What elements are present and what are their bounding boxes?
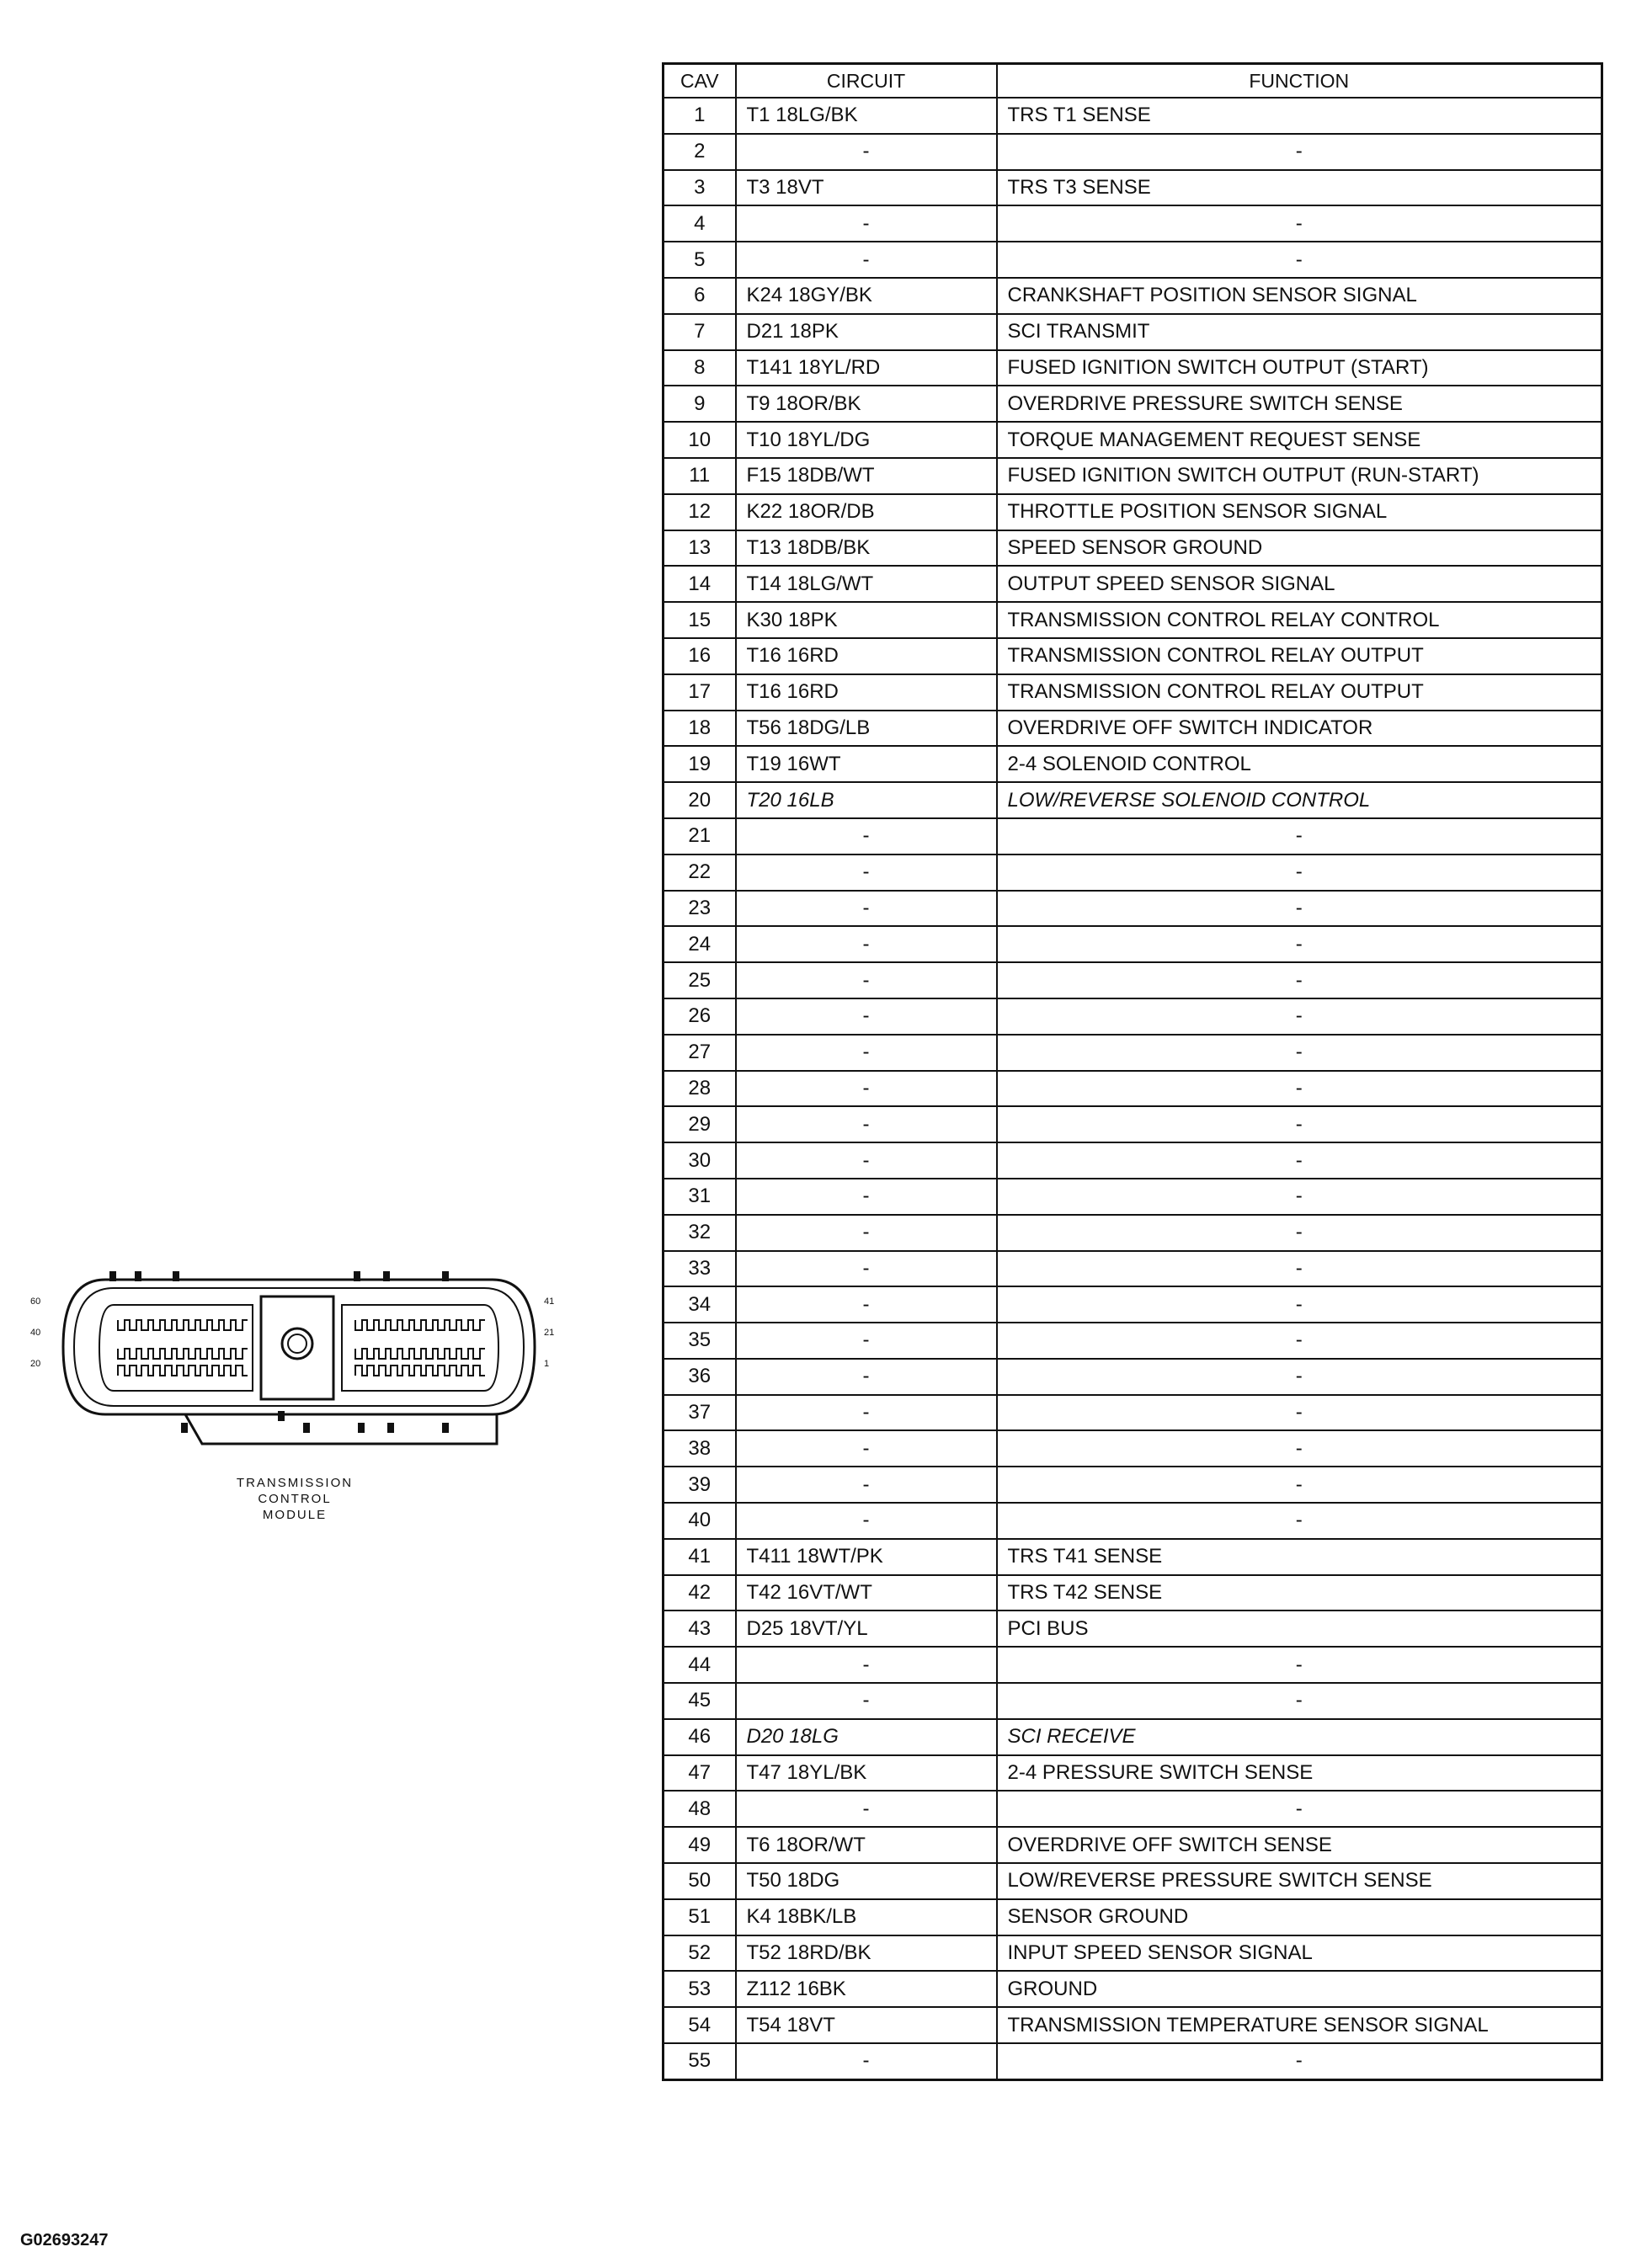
cav-cell: 54 xyxy=(664,2007,736,2043)
function-cell: - xyxy=(997,998,1602,1035)
function-cell: - xyxy=(997,1179,1602,1215)
function-cell: - xyxy=(997,1286,1602,1323)
table-row xyxy=(664,962,1602,998)
cav-cell: 23 xyxy=(664,891,736,927)
cav-cell: 12 xyxy=(664,494,736,530)
table-row xyxy=(664,602,1602,638)
cav-cell: 26 xyxy=(664,998,736,1035)
connector-tab xyxy=(442,1423,449,1433)
cav-cell: 13 xyxy=(664,530,736,567)
circuit-cell: T9 18OR/BK xyxy=(736,386,997,422)
cav-cell: 48 xyxy=(664,1791,736,1827)
cav-cell: 15 xyxy=(664,602,736,638)
connector-tab xyxy=(383,1271,390,1281)
circuit-cell: - xyxy=(736,1035,997,1071)
cav-cell: 30 xyxy=(664,1142,736,1179)
connector-tab xyxy=(387,1423,394,1433)
connector-pinout-table xyxy=(662,62,1603,2081)
table-row xyxy=(664,98,1602,134)
cav-cell: 10 xyxy=(664,422,736,458)
table-row xyxy=(664,2043,1602,2079)
connector-tab xyxy=(358,1423,365,1433)
function-cell: LOW/REVERSE PRESSURE SWITCH SENSE xyxy=(997,1863,1602,1899)
circuit-cell: T47 18YL/BK xyxy=(736,1755,997,1792)
circuit-cell: - xyxy=(736,1323,997,1359)
cav-cell: 51 xyxy=(664,1899,736,1935)
function-cell: OUTPUT SPEED SENSOR SIGNAL xyxy=(997,566,1602,602)
function-cell: - xyxy=(997,1323,1602,1359)
pin-row xyxy=(118,1366,248,1376)
table-row xyxy=(664,350,1602,386)
table-row xyxy=(664,314,1602,350)
table-row xyxy=(664,746,1602,782)
table-row xyxy=(664,458,1602,494)
circuit-cell: - xyxy=(736,1359,997,1395)
table-row xyxy=(664,1359,1602,1395)
function-cell: FUSED IGNITION SWITCH OUTPUT (RUN-START) xyxy=(997,458,1602,494)
function-cell: SPEED SENSOR GROUND xyxy=(997,530,1602,567)
circuit-cell: T16 16RD xyxy=(736,638,997,674)
table-row xyxy=(664,1683,1602,1719)
cav-cell: 19 xyxy=(664,746,736,782)
connector-tab xyxy=(181,1423,188,1433)
caption-line-3: MODULE xyxy=(262,1508,328,1522)
function-cell: - xyxy=(997,1467,1602,1503)
circuit-cell: - xyxy=(736,1395,997,1431)
circuit-cell: - xyxy=(736,242,997,278)
circuit-cell: K22 18OR/DB xyxy=(736,494,997,530)
function-cell: - xyxy=(997,1035,1602,1071)
circuit-cell: - xyxy=(736,818,997,854)
function-cell: - xyxy=(997,854,1602,891)
function-cell: TRS T42 SENSE xyxy=(997,1575,1602,1611)
pin-label-20: 20 xyxy=(30,1359,41,1369)
table-row xyxy=(664,134,1602,170)
table-row xyxy=(664,278,1602,314)
circuit-cell: - xyxy=(736,998,997,1035)
function-cell: TRS T3 SENSE xyxy=(997,170,1602,206)
connector-tab xyxy=(442,1271,449,1281)
function-cell: - xyxy=(997,1251,1602,1287)
table-row xyxy=(664,1755,1602,1792)
table-row xyxy=(664,1395,1602,1431)
function-cell: LOW/REVERSE SOLENOID CONTROL xyxy=(997,782,1602,818)
function-cell: TRS T41 SENSE xyxy=(997,1539,1602,1575)
table-row xyxy=(664,926,1602,962)
cav-cell: 20 xyxy=(664,782,736,818)
function-cell: SCI RECEIVE xyxy=(997,1719,1602,1755)
table-row xyxy=(664,1286,1602,1323)
table-row xyxy=(664,674,1602,711)
cav-cell: 11 xyxy=(664,458,736,494)
table-row xyxy=(664,1575,1602,1611)
circuit-cell: - xyxy=(736,1647,997,1683)
circuit-cell: T1 18LG/BK xyxy=(736,98,997,134)
circuit-cell: T52 18RD/BK xyxy=(736,1935,997,1972)
table-header xyxy=(664,64,1602,98)
table-row xyxy=(664,1035,1602,1071)
function-cell: FUSED IGNITION SWITCH OUTPUT (START) xyxy=(997,350,1602,386)
function-cell: 2-4 PRESSURE SWITCH SENSE xyxy=(997,1755,1602,1792)
cav-cell: 29 xyxy=(664,1106,736,1142)
cav-cell: 38 xyxy=(664,1430,736,1467)
table-row xyxy=(664,1142,1602,1179)
cav-cell: 25 xyxy=(664,962,736,998)
function-cell: - xyxy=(997,134,1602,170)
circuit-cell: - xyxy=(736,1179,997,1215)
circuit-cell: T16 16RD xyxy=(736,674,997,711)
pin-row xyxy=(355,1320,485,1330)
table-body xyxy=(664,98,1602,2079)
cav-cell: 40 xyxy=(664,1503,736,1539)
cav-cell: 22 xyxy=(664,854,736,891)
connector-tab xyxy=(354,1271,360,1281)
circuit-cell: D20 18LG xyxy=(736,1719,997,1755)
circuit-cell: - xyxy=(736,1215,997,1251)
circuit-cell: T20 16LB xyxy=(736,782,997,818)
table-row xyxy=(664,638,1602,674)
cav-cell: 21 xyxy=(664,818,736,854)
function-cell: TRS T1 SENSE xyxy=(997,98,1602,134)
function-cell: SENSOR GROUND xyxy=(997,1899,1602,1935)
circuit-cell: F15 18DB/WT xyxy=(736,458,997,494)
cav-cell: 28 xyxy=(664,1071,736,1107)
cav-cell: 5 xyxy=(664,242,736,278)
function-cell: - xyxy=(997,1647,1602,1683)
table-row xyxy=(664,2007,1602,2043)
cav-cell: 50 xyxy=(664,1863,736,1899)
circuit-cell: T10 18YL/DG xyxy=(736,422,997,458)
circuit-cell: - xyxy=(736,1106,997,1142)
function-cell: - xyxy=(997,1503,1602,1539)
table-row xyxy=(664,566,1602,602)
function-cell: TRANSMISSION CONTROL RELAY OUTPUT xyxy=(997,674,1602,711)
circuit-cell: T13 18DB/BK xyxy=(736,530,997,567)
table-row xyxy=(664,422,1602,458)
circuit-cell: T3 18VT xyxy=(736,170,997,206)
function-cell: - xyxy=(997,1215,1602,1251)
circuit-cell: K30 18PK xyxy=(736,602,997,638)
table-row xyxy=(664,386,1602,422)
circuit-cell: - xyxy=(736,1251,997,1287)
function-cell: - xyxy=(997,891,1602,927)
function-cell: - xyxy=(997,2043,1602,2079)
cav-cell: 31 xyxy=(664,1179,736,1215)
table-row xyxy=(664,854,1602,891)
circuit-cell: - xyxy=(736,1142,997,1179)
cav-cell: 42 xyxy=(664,1575,736,1611)
function-cell: GROUND xyxy=(997,1971,1602,2007)
cav-cell: 37 xyxy=(664,1395,736,1431)
cav-cell: 4 xyxy=(664,205,736,242)
function-cell: - xyxy=(997,1430,1602,1467)
cav-cell: 52 xyxy=(664,1935,736,1972)
function-cell: THROTTLE POSITION SENSOR SIGNAL xyxy=(997,494,1602,530)
circuit-cell: - xyxy=(736,1286,997,1323)
cav-cell: 3 xyxy=(664,170,736,206)
pin-label-60: 60 xyxy=(30,1296,41,1307)
circuit-cell: - xyxy=(736,134,997,170)
cav-cell: 39 xyxy=(664,1467,736,1503)
connector-tab xyxy=(135,1271,141,1281)
cav-cell: 18 xyxy=(664,711,736,747)
circuit-cell: D25 18VT/YL xyxy=(736,1610,997,1647)
table-row xyxy=(664,1215,1602,1251)
function-cell: OVERDRIVE PRESSURE SWITCH SENSE xyxy=(997,386,1602,422)
function-cell: PCI BUS xyxy=(997,1610,1602,1647)
circuit-cell: - xyxy=(736,1503,997,1539)
pin-row xyxy=(355,1366,485,1376)
header-circuit: CIRCUIT xyxy=(736,64,997,98)
table-row xyxy=(664,1539,1602,1575)
connector-drawing xyxy=(25,1254,564,1456)
function-cell: - xyxy=(997,242,1602,278)
table-row xyxy=(664,205,1602,242)
pin-row xyxy=(118,1320,248,1330)
function-cell: - xyxy=(997,205,1602,242)
cav-cell: 47 xyxy=(664,1755,736,1792)
pin-row xyxy=(118,1349,248,1359)
figure-id: G02693247 xyxy=(20,2231,109,2249)
table-row xyxy=(664,711,1602,747)
circuit-cell: K24 18GY/BK xyxy=(736,278,997,314)
circuit-cell: T50 18DG xyxy=(736,1863,997,1899)
function-cell: TRANSMISSION CONTROL RELAY CONTROL xyxy=(997,602,1602,638)
table-row xyxy=(664,1791,1602,1827)
circuit-cell: T411 18WT/PK xyxy=(736,1539,997,1575)
function-cell: - xyxy=(997,1106,1602,1142)
table-row xyxy=(664,1863,1602,1899)
connector-tab xyxy=(303,1423,310,1433)
cav-cell: 27 xyxy=(664,1035,736,1071)
function-cell: - xyxy=(997,818,1602,854)
table-row xyxy=(664,998,1602,1035)
cav-cell: 44 xyxy=(664,1647,736,1683)
function-cell: - xyxy=(997,1142,1602,1179)
pin-label-41: 41 xyxy=(544,1296,555,1307)
circuit-cell: - xyxy=(736,1791,997,1827)
circuit-cell: - xyxy=(736,926,997,962)
cav-cell: 35 xyxy=(664,1323,736,1359)
table-row xyxy=(664,1071,1602,1107)
cav-cell: 6 xyxy=(664,278,736,314)
circuit-cell: - xyxy=(736,854,997,891)
circuit-cell: T14 18LG/WT xyxy=(736,566,997,602)
circuit-cell: D21 18PK xyxy=(736,314,997,350)
table-row xyxy=(664,1647,1602,1683)
circuit-cell: - xyxy=(736,1430,997,1467)
cav-cell: 1 xyxy=(664,98,736,134)
table-row xyxy=(664,1179,1602,1215)
connector-tab xyxy=(109,1271,116,1281)
circuit-cell: T42 16VT/WT xyxy=(736,1575,997,1611)
table-row xyxy=(664,1430,1602,1467)
circuit-cell: - xyxy=(736,1683,997,1719)
pin-label-21: 21 xyxy=(544,1328,555,1338)
table-row xyxy=(664,494,1602,530)
cav-cell: 32 xyxy=(664,1215,736,1251)
table-row xyxy=(664,170,1602,206)
function-cell: OVERDRIVE OFF SWITCH INDICATOR xyxy=(997,711,1602,747)
table-row xyxy=(664,242,1602,278)
circuit-cell: - xyxy=(736,2043,997,2079)
table-row xyxy=(664,1935,1602,1972)
pin-label-40: 40 xyxy=(30,1328,41,1338)
table-row xyxy=(664,1503,1602,1539)
circuit-cell: - xyxy=(736,205,997,242)
function-cell: CRANKSHAFT POSITION SENSOR SIGNAL xyxy=(997,278,1602,314)
cav-cell: 55 xyxy=(664,2043,736,2079)
caption-line-1: TRANSMISSION xyxy=(236,1476,354,1490)
table-row xyxy=(664,1106,1602,1142)
header-cav: CAV xyxy=(664,64,736,98)
function-cell: TRANSMISSION CONTROL RELAY OUTPUT xyxy=(997,638,1602,674)
cav-cell: 46 xyxy=(664,1719,736,1755)
function-cell: - xyxy=(997,1683,1602,1719)
circuit-cell: T141 18YL/RD xyxy=(736,350,997,386)
function-cell: TRANSMISSION TEMPERATURE SENSOR SIGNAL xyxy=(997,2007,1602,2043)
table-row xyxy=(664,1827,1602,1863)
function-cell: - xyxy=(997,1395,1602,1431)
function-cell: - xyxy=(997,1071,1602,1107)
circuit-cell: Z112 16BK xyxy=(736,1971,997,2007)
cav-cell: 34 xyxy=(664,1286,736,1323)
function-cell: - xyxy=(997,962,1602,998)
cav-cell: 24 xyxy=(664,926,736,962)
cav-cell: 9 xyxy=(664,386,736,422)
connector-tab xyxy=(173,1271,179,1281)
cav-cell: 49 xyxy=(664,1827,736,1863)
table-row xyxy=(664,1610,1602,1647)
cav-cell: 33 xyxy=(664,1251,736,1287)
function-cell: - xyxy=(997,1359,1602,1395)
function-cell: 2-4 SOLENOID CONTROL xyxy=(997,746,1602,782)
caption-line-2: CONTROL xyxy=(258,1492,332,1506)
circuit-cell: T6 18OR/WT xyxy=(736,1827,997,1863)
function-cell: - xyxy=(997,1791,1602,1827)
circuit-cell: - xyxy=(736,891,997,927)
table-row xyxy=(664,530,1602,567)
header-row xyxy=(664,64,1602,98)
circuit-cell: - xyxy=(736,1467,997,1503)
connector-tab xyxy=(278,1411,285,1421)
circuit-cell: T56 18DG/LB xyxy=(736,711,997,747)
transmission-control-module-connector xyxy=(25,1254,564,1456)
function-cell: - xyxy=(997,926,1602,962)
cav-cell: 7 xyxy=(664,314,736,350)
circuit-cell: - xyxy=(736,1071,997,1107)
table-row xyxy=(664,818,1602,854)
table-row xyxy=(664,891,1602,927)
cav-cell: 36 xyxy=(664,1359,736,1395)
circuit-cell: K4 18BK/LB xyxy=(736,1899,997,1935)
table-row xyxy=(664,782,1602,818)
table-row xyxy=(664,1971,1602,2007)
table-row xyxy=(664,1899,1602,1935)
circuit-cell: T54 18VT xyxy=(736,2007,997,2043)
cav-cell: 41 xyxy=(664,1539,736,1575)
cav-cell: 16 xyxy=(664,638,736,674)
cav-cell: 43 xyxy=(664,1610,736,1647)
cav-cell: 53 xyxy=(664,1971,736,2007)
header-function: FUNCTION xyxy=(997,64,1602,98)
table-row xyxy=(664,1251,1602,1287)
table-row xyxy=(664,1467,1602,1503)
pin-row xyxy=(355,1349,485,1359)
pin-label-1: 1 xyxy=(544,1359,550,1369)
circuit-cell: T19 16WT xyxy=(736,746,997,782)
table-row xyxy=(664,1719,1602,1755)
cav-cell: 17 xyxy=(664,674,736,711)
cav-cell: 45 xyxy=(664,1683,736,1719)
cav-cell: 2 xyxy=(664,134,736,170)
cav-cell: 14 xyxy=(664,566,736,602)
table-row xyxy=(664,1323,1602,1359)
function-cell: TORQUE MANAGEMENT REQUEST SENSE xyxy=(997,422,1602,458)
function-cell: OVERDRIVE OFF SWITCH SENSE xyxy=(997,1827,1602,1863)
circuit-cell: - xyxy=(736,962,997,998)
function-cell: INPUT SPEED SENSOR SIGNAL xyxy=(997,1935,1602,1972)
function-cell: SCI TRANSMIT xyxy=(997,314,1602,350)
cav-cell: 8 xyxy=(664,350,736,386)
